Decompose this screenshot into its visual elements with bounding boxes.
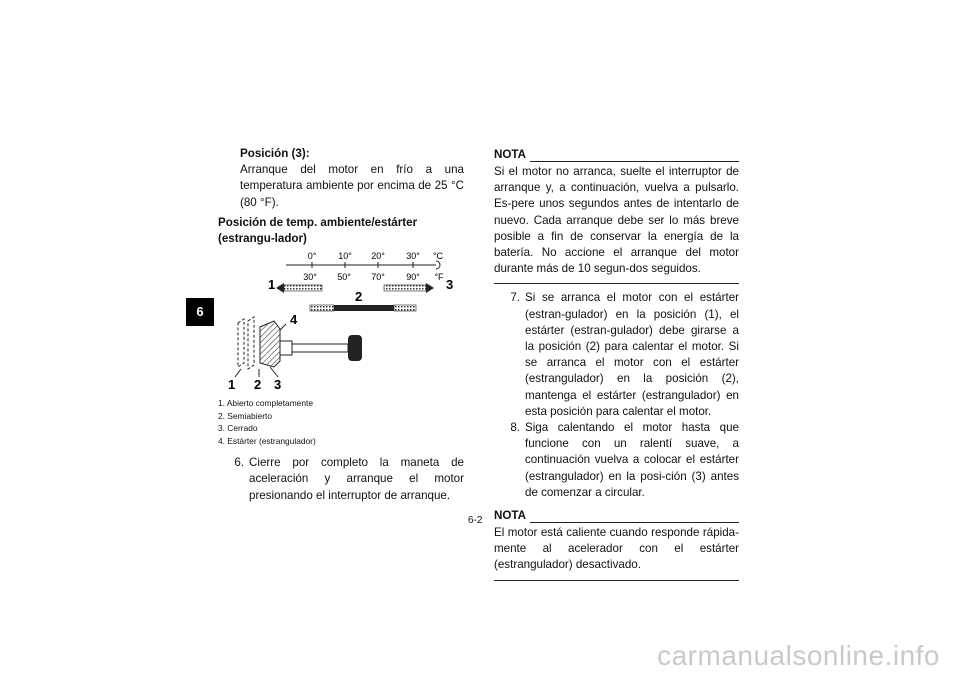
- step-6: [218, 455, 464, 504]
- nota-1-text: Si el motor no arranca, suelte el interruptor de arranque y, a continuación, vuelva a pulsarlo. Es-pere unos segundos antes de intentarlo de nuevo. Cada arranque debe ser lo más breve posible a fin de conservar la energía de la batería. No accione el arranque del motor durante más de 10 segun-dos seguidos.: [494, 165, 739, 276]
- celsius-tick-0: 0°: [307, 251, 317, 262]
- position-3-title: Posición (3):: [240, 147, 310, 160]
- nota-1-title: NOTA: [494, 148, 526, 161]
- fahrenheit-tick-1: 50°: [337, 272, 351, 283]
- celsius-tick-1: 10°: [338, 251, 352, 262]
- nota-2-rule: [494, 580, 739, 581]
- range-label-2: 2: [355, 289, 363, 305]
- caption-2: 2. Semiabierto: [218, 410, 272, 421]
- step-8-number: 8.: [510, 421, 520, 435]
- section-heading: Posición de temp. ambiente/estárter (estrangu-lador): [218, 215, 418, 246]
- range-label-3: 3: [446, 277, 454, 293]
- fahrenheit-tick-3: 90°: [406, 272, 420, 283]
- step-7-text: Si se arranca el motor con el estárter (estran-gulador) en la posición (1), el estárter (estran-gulador) debe girarse a la posición (2) para calentar el motor. Si se arranca el motor con el estárter (estrangulador) en la posición (2), mantenga el estárter (estrangulador) en esta posición para calentar el motor.: [525, 291, 739, 418]
- step-8-text: Siga calentando el motor hasta que funcione con un ralentí suave, a continuación vuelva a colocar el estárter (estrangulador) en la posi-ción (3) antes de comenzar a circular.: [525, 421, 739, 499]
- step-7: [494, 290, 739, 420]
- celsius-unit: °C: [432, 251, 444, 262]
- step-6-number: 6.: [234, 456, 244, 470]
- caption-1: 1. Abierto completamente: [218, 398, 313, 409]
- bottom-label-3: 3: [274, 377, 282, 392]
- caption-4: 4. Estárter (estrangulador): [218, 435, 316, 446]
- nota-2-heading: [494, 507, 739, 525]
- watermark: carmanualsonline.info: [657, 640, 940, 671]
- nota-2-title: NOTA: [494, 509, 526, 523]
- bottom-label-1: 1: [228, 377, 236, 392]
- step-6-text: Cierre por completo la maneta de aceleración y arranque el motor presionando el interruptor de arranque.: [249, 456, 464, 502]
- position-3-block: [218, 146, 464, 211]
- choke-diagram: [218, 249, 464, 391]
- celsius-tick-2: 20°: [371, 251, 385, 262]
- steps-list: [494, 290, 739, 501]
- nota-1-heading: [494, 146, 739, 164]
- range-label-1: 1: [268, 277, 276, 293]
- fahrenheit-unit: °F: [434, 272, 444, 283]
- nota-1-rule: [494, 283, 739, 284]
- bottom-label-2: 2: [254, 377, 262, 392]
- celsius-tick-3: 30°: [406, 251, 420, 262]
- choke-label-4: 4: [290, 312, 298, 328]
- fahrenheit-tick-2: 70°: [371, 272, 385, 283]
- left-column: [218, 146, 464, 504]
- chapter-tab: 6: [186, 298, 214, 326]
- step-8: [494, 420, 739, 501]
- page-number: 6-2: [468, 515, 483, 526]
- caption-3: 3. Cerrado: [218, 423, 258, 434]
- position-3-text: Arranque del motor en frío a una temperatura ambiente por encima de 25 °C (80 °F).: [240, 163, 464, 209]
- right-column: [494, 146, 739, 581]
- step-7-number: 7.: [510, 291, 520, 305]
- caption-list: [218, 397, 464, 447]
- nota-2-text: El motor está caliente cuando responde rápida-mente al acelerador con el estárter (estrangulador) desactivado.: [494, 526, 739, 572]
- fahrenheit-tick-0: 30°: [303, 272, 317, 283]
